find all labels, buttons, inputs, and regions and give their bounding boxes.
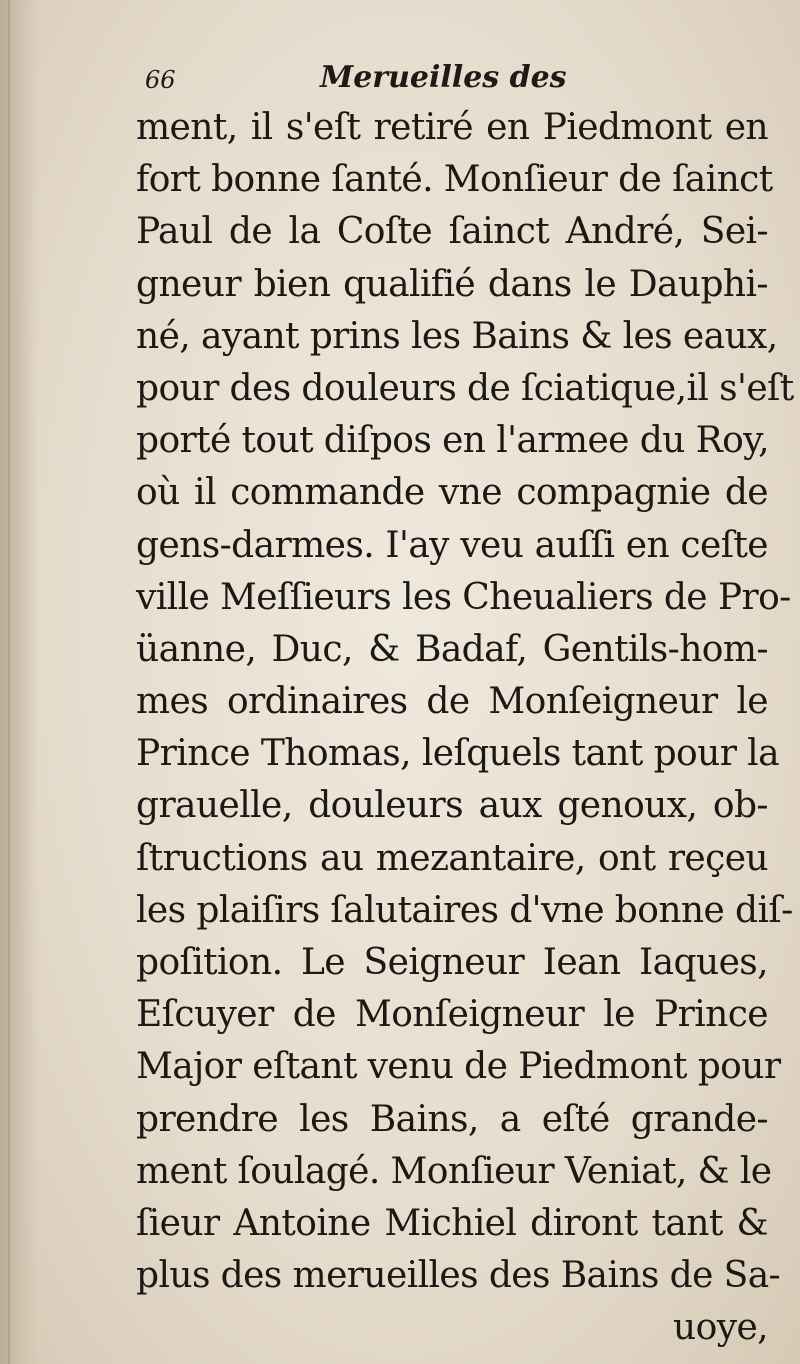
text-line: ſtructions au mezantaire, ont reçeu [136, 837, 768, 879]
text-line: ſieur Antoine Michiel diront tant & [136, 1202, 768, 1244]
text-line: prendre les Bains, a eſté grande- [136, 1098, 768, 1140]
text-line: üanne, Duc, & Badaf, Gentils-hom- [136, 628, 768, 670]
text-line: ville Meſſieurs les Cheualiers de Pro- [136, 576, 791, 618]
text-line: gneur bien qualifié dans le Dauphi- [136, 263, 768, 305]
text-line: grauelle, douleurs aux genoux, ob- [136, 785, 768, 827]
text-line: ment ſoulagé. Monſieur Veniat, & le [136, 1150, 772, 1192]
text-line: Paul de la Coſte ſainct André, Sei- [136, 211, 768, 253]
text-line: porté tout diſpos en l'armee du Roy, [136, 420, 769, 462]
text-line: les plaiſirs ſalutaires d'vne bonne diſ- [136, 889, 793, 931]
text-line: né, ayant prins les Bains & les eaux, [136, 315, 778, 357]
catchword: uoye, [673, 1307, 768, 1349]
text-line: fort bonne ſanté. Monſieur de ſainct [136, 159, 773, 201]
text-line: pour des douleurs de ſciatique,il s'eſt [136, 367, 794, 409]
page-header [145, 60, 745, 100]
text-line: Major eſtant venu de Piedmont pour [136, 1046, 781, 1088]
body-text [136, 102, 794, 1355]
binding-line [8, 0, 10, 1364]
text-line: ment, il s'eſt retiré en Piedmont en [136, 107, 768, 148]
text-line: poſition. Le Seigneur Iean Iaques, [136, 942, 768, 983]
running-head: Merueilles des [320, 60, 567, 95]
text-line: Prince Thomas, leſquels tant pour la [136, 733, 779, 775]
text-line: plus des merueilles des Bains de Sa- [136, 1255, 781, 1297]
text-line: mes ordinaires de Monſeigneur le [136, 681, 768, 723]
text-line: où il commande vne compagnie de [136, 472, 768, 514]
page-number: 66 [145, 66, 176, 94]
text-line: gens-darmes. I'ay veu auſſi en ceſte [136, 524, 768, 566]
page-gutter [0, 0, 38, 1364]
text-line: Eſcuyer de Monſeigneur le Prince [136, 994, 768, 1036]
